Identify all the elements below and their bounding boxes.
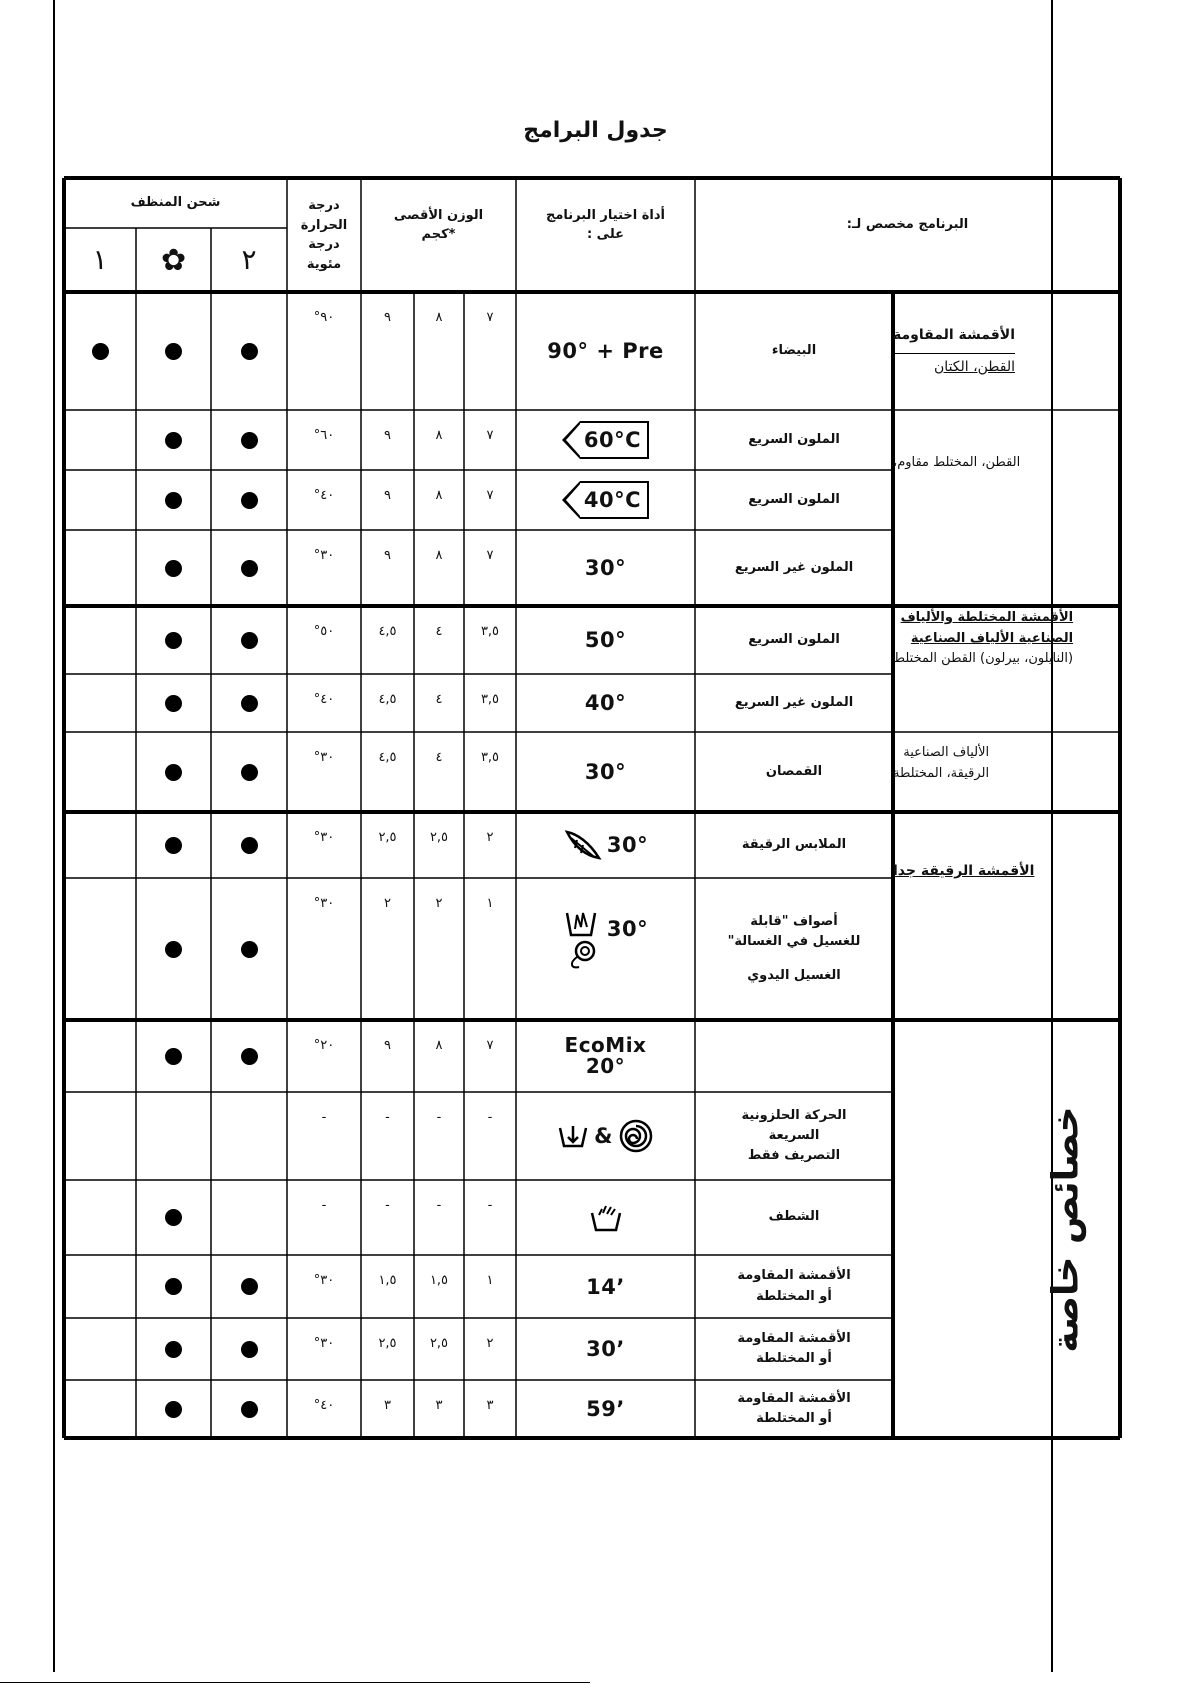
slot-1-header: ١ (92, 243, 108, 276)
row-softener-dot (136, 470, 211, 530)
filled-dot-icon (241, 632, 258, 649)
program-name-cell: الأقمشة المقاومة أو المختلطة (737, 1330, 851, 1366)
max-weight-cell: ٢,٥ (429, 830, 449, 845)
row-slot-1-dot (64, 1380, 136, 1438)
row-slot-2-dot (211, 606, 287, 674)
row-softener-dot (136, 1180, 211, 1255)
program-selector-cell (516, 410, 695, 470)
program-name-cell: الأقمشة المقاومة أو المختلطة (737, 1390, 851, 1426)
row-slot-2-dot (211, 1020, 287, 1092)
max-weight-cell: ٢,٥ (378, 830, 397, 845)
program-selector-cell (516, 1180, 695, 1255)
program-name-cell: الملون السريع (748, 491, 840, 507)
temperature-cell: - (321, 1110, 327, 1125)
filled-dot-icon (165, 1209, 182, 1226)
filled-dot-icon (165, 695, 182, 712)
spin-icon (619, 1119, 653, 1153)
row-softener-dot (136, 410, 211, 470)
max-weight-cell: ٣ (435, 1398, 443, 1413)
max-weight-cell: ٢ (435, 896, 443, 911)
program-name-cell: الشطف (768, 1209, 820, 1225)
row-slot-1-dot (64, 674, 136, 732)
row-softener-dot (136, 674, 211, 732)
program-name-cell: القمصان (765, 763, 823, 779)
row-softener-dot (136, 530, 211, 606)
program-name-cell: الملون غير السريع (734, 559, 854, 575)
temperature-cell: °٣٠ (313, 830, 335, 845)
row-slot-2-dot (211, 674, 287, 732)
temperature-cell: °٥٠ (313, 624, 335, 639)
filled-dot-icon (241, 1048, 258, 1065)
program-selector-cell: 30° (584, 760, 627, 784)
row-slot-2-dot (211, 470, 287, 530)
filled-dot-icon (165, 492, 182, 509)
max-weight-cell: - (487, 1110, 493, 1125)
row-slot-1-dot (64, 410, 136, 470)
program-for-header: البرنامج مخصص لـ: (846, 217, 969, 233)
filled-dot-icon (165, 1048, 182, 1065)
max-weight-cell: ٨ (435, 548, 443, 563)
filled-dot-icon (165, 764, 182, 781)
program-name-cell: الحركة الحلزونية السريعة التصريف فقط (741, 1107, 847, 1164)
row-slot-2-dot (211, 732, 287, 812)
filled-dot-icon (241, 343, 258, 360)
max-weight-cell: - (436, 1198, 442, 1213)
max-weight-header: الوزن الأقصى *كجم (393, 207, 484, 242)
filled-dot-icon (241, 1341, 258, 1358)
program-name-cell: أصواف "قابلة للغسيل في الغسالة" الغسيل اليدوي (727, 913, 861, 984)
program-selector-cell: 30° (584, 556, 627, 580)
filled-dot-icon (241, 764, 258, 781)
temperature-cell: °٣٠ (313, 548, 335, 563)
max-weight-cell: ٢,٥ (429, 1336, 449, 1351)
program-name-cell: البيضاء (771, 342, 817, 358)
max-weight-cell: - (385, 1198, 390, 1213)
row-slot-1-dot (64, 530, 136, 606)
max-weight-cell: ٢,٥ (378, 1336, 397, 1351)
temperature-cell: °٢٠ (313, 1038, 335, 1053)
max-weight-cell: ٩ (384, 548, 391, 563)
row-slot-2-dot (211, 292, 287, 410)
row-slot-2-dot (211, 878, 287, 1020)
filled-dot-icon (241, 837, 258, 854)
program-selector-cell: 30’ (586, 1337, 625, 1361)
row-slot-2-dot (211, 812, 287, 878)
row-slot-1-dot (64, 1180, 136, 1255)
row-softener-dot (136, 812, 211, 878)
program-selector-cell: 90° + Pre (547, 339, 664, 363)
slot-softener-header (136, 228, 211, 292)
program-selector-cell: EcoMix 20° (564, 1033, 647, 1078)
program-name-cell: الأقمشة المقاومة أو المختلطة (737, 1268, 851, 1304)
category-resistant: الأقمشة المقاومة القطن، الكتان (893, 292, 1120, 410)
temperature-cell: °٣٠ (313, 896, 335, 911)
temperature-cell: °٩٠ (313, 310, 335, 325)
selector-header: أداة اختيار البرنامج على : (545, 207, 666, 242)
feather-icon (563, 828, 603, 862)
filled-dot-icon (241, 492, 258, 509)
filled-dot-icon (241, 695, 258, 712)
max-weight-cell: ٣,٥ (480, 692, 500, 707)
row-slot-1-dot (64, 878, 136, 1020)
temperature-cell: °٣٠ (313, 1273, 335, 1288)
row-softener-dot (136, 292, 211, 410)
temperature-label-box: 60°C (580, 421, 649, 459)
max-weight-cell: ٧ (486, 428, 494, 443)
program-name-cell: الملون السريع (748, 431, 840, 447)
temperature-label-box: 40°C (580, 481, 649, 519)
category-synthetics: الأقمشة المختلطة والألياف الصناعية الألياف الصناعية (النايلون، بيرلون) القطن المختلط (893, 609, 1074, 667)
max-weight-cell: ٤,٥ (378, 692, 397, 707)
row-softener-dot (136, 1255, 211, 1318)
row-slot-1-dot (64, 292, 136, 410)
max-weight-cell: ٤,٥ (378, 624, 397, 639)
filled-dot-icon (165, 343, 182, 360)
max-weight-cell: ٩ (384, 1038, 391, 1053)
temperature-cell: °٤٠ (313, 488, 335, 503)
program-name-cell: الملابس الرقيقة (741, 836, 847, 852)
row-slot-2-dot (211, 410, 287, 470)
row-slot-1-dot (64, 732, 136, 812)
max-weight-cell: - (487, 1198, 493, 1213)
flower-icon: ✿ (160, 242, 187, 278)
detergent-label: شحن المنظف (130, 195, 221, 211)
filled-dot-icon (165, 941, 182, 958)
max-weight-cell: ٨ (435, 310, 443, 325)
row-slot-1-dot (64, 1092, 136, 1180)
category-cotton-mixed: القطن، المختلط مقاوم، (893, 454, 1021, 470)
filled-dot-icon (165, 1341, 182, 1358)
program-selector-cell: 14’ (586, 1274, 625, 1299)
filled-dot-icon (241, 941, 258, 958)
filled-dot-icon (165, 560, 182, 577)
program-selector-cell: 50° (584, 628, 627, 652)
max-weight-cell: ١ (486, 1273, 494, 1288)
filled-dot-icon (165, 432, 182, 449)
row-softener-dot (136, 606, 211, 674)
row-slot-2-dot (211, 1255, 287, 1318)
filled-dot-icon (241, 560, 258, 577)
category-special-features: خصائص خاصة (1046, 1105, 1087, 1353)
row-slot-2-dot (211, 1380, 287, 1438)
row-slot-1-dot (64, 1255, 136, 1318)
row-slot-1-dot (64, 470, 136, 530)
program-name-cell (695, 1020, 893, 1092)
row-softener-dot (136, 1092, 211, 1180)
program-selector-cell: 30° (516, 812, 695, 878)
temperature-cell: °٣٠ (313, 750, 335, 765)
filled-dot-icon (165, 1401, 182, 1418)
max-weight-cell: ٨ (435, 1038, 443, 1053)
max-weight-cell: ٢ (384, 896, 391, 911)
page-title: جدول البرامج (523, 118, 668, 143)
temperature-cell: °٣٠ (313, 1336, 335, 1351)
filled-dot-icon (241, 432, 258, 449)
filled-dot-icon (92, 343, 109, 360)
max-weight-cell: - (436, 1110, 442, 1125)
category-delicate-synthetics: الألياف الصناعية الرقيقة، المختلطة (893, 745, 990, 781)
max-weight-cell: ٧ (486, 310, 494, 325)
program-selector-cell: 59’ (586, 1397, 625, 1421)
row-softener-dot (136, 1318, 211, 1380)
temperature-cell: °٦٠ (313, 428, 335, 443)
max-weight-cell: ٨ (435, 488, 443, 503)
temperature-cell: °٤٠ (313, 1398, 335, 1413)
max-weight-cell: ٩ (384, 428, 391, 443)
max-weight-cell: ٧ (486, 488, 494, 503)
max-weight-cell: ٢ (486, 830, 494, 845)
category-very-delicate: الأقمشة الرقيقة جدا (893, 862, 1035, 879)
detergent-header (64, 178, 287, 228)
max-weight-cell: ٨ (435, 428, 443, 443)
filled-dot-icon (241, 1278, 258, 1295)
row-slot-2-dot (211, 1092, 287, 1180)
max-weight-cell: ١ (486, 896, 494, 911)
max-weight-cell: ٣,٥ (480, 750, 500, 765)
row-slot-2-dot (211, 1318, 287, 1380)
rinse-icon (589, 1203, 623, 1233)
filled-dot-icon (165, 1278, 182, 1295)
max-weight-cell: ٩ (384, 310, 391, 325)
max-weight-cell: ٤ (435, 692, 443, 707)
max-weight-cell: ١,٥ (429, 1273, 449, 1288)
row-softener-dot (136, 732, 211, 812)
row-slot-1-dot (64, 606, 136, 674)
max-weight-cell: ٧ (486, 548, 494, 563)
program-selector-cell: & (516, 1092, 695, 1180)
max-weight-cell: - (385, 1110, 390, 1125)
max-weight-cell: ٤ (435, 750, 443, 765)
drain-icon (558, 1122, 588, 1150)
program-selector-cell (516, 470, 695, 530)
max-weight-cell: ٤ (435, 624, 443, 639)
max-weight-cell: ٣ (384, 1398, 391, 1413)
program-selector-cell: 30° (516, 878, 695, 1020)
temperature-cell: °٤٠ (313, 692, 335, 707)
max-weight-cell: ١,٥ (378, 1273, 397, 1288)
row-slot-1-dot (64, 812, 136, 878)
max-weight-cell: ٤,٥ (378, 750, 397, 765)
slot-2-header: ٢ (241, 243, 257, 276)
filled-dot-icon (241, 1401, 258, 1418)
max-weight-cell: ٩ (384, 488, 391, 503)
row-slot-2-dot (211, 1180, 287, 1255)
max-weight-cell: ٣ (486, 1398, 494, 1413)
row-softener-dot (136, 878, 211, 1020)
row-slot-1-dot (64, 1020, 136, 1092)
filled-dot-icon (165, 837, 182, 854)
filled-dot-icon (165, 632, 182, 649)
temperature-header: درجة الحرارة درجة مئوية (300, 198, 348, 272)
max-weight-cell: ٧ (486, 1038, 494, 1053)
program-name-cell: الملون السريع (748, 631, 840, 647)
row-softener-dot (136, 1380, 211, 1438)
program-name-cell: الملون غير السريع (734, 694, 854, 710)
program-selector-cell: 40° (584, 691, 627, 715)
row-softener-dot (136, 1020, 211, 1092)
row-slot-1-dot (64, 1318, 136, 1380)
hand-wash-wool-icon (563, 907, 603, 971)
temperature-cell: - (321, 1198, 327, 1213)
row-slot-2-dot (211, 530, 287, 606)
max-weight-cell: ٣,٥ (480, 624, 500, 639)
max-weight-cell: ٢ (486, 1336, 494, 1351)
